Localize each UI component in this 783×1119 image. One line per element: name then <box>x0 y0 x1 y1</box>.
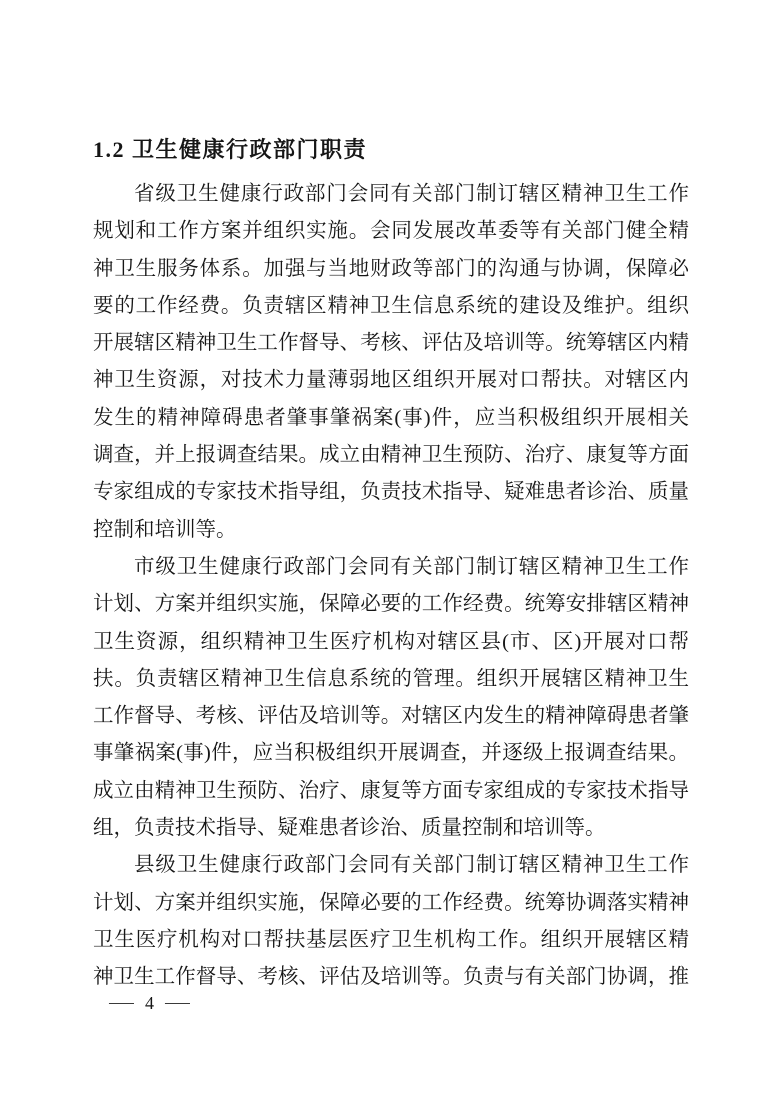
paragraph-county <box>93 847 689 996</box>
text-line: 事肇祸案(事)件，应当积极组织开展调查，并逐级上报调查结果。 <box>93 742 689 765</box>
paragraph-municipal <box>93 549 689 847</box>
text-line: 组，负责技术指导、疑难患者诊治、质量控制和培训等。 <box>93 817 606 840</box>
text-line: 卫生资源，组织精神卫生医疗机构对辖区县(市、区)开展对口帮 <box>93 630 689 653</box>
text-line: 神卫生资源，对技术力量薄弱地区组织开展对口帮扶。对辖区内 <box>93 369 689 392</box>
page-number: 4 <box>145 993 154 1013</box>
text-line: 神卫生服务体系。加强与当地财政等部门的沟通与协调，保障必 <box>93 257 689 280</box>
text-line: 省级卫生健康行政部门会同有关部门制订辖区精神卫生工作 <box>134 183 689 205</box>
text-line: 发生的精神障碍患者肇事肇祸案(事)件，应当积极组织开展相关 <box>93 406 689 429</box>
text-line: 要的工作经费。负责辖区精神卫生信息系统的建设及维护。组织 <box>93 294 689 317</box>
footer-dash-left: — <box>109 992 134 1013</box>
footer-dash-right: — <box>165 992 190 1013</box>
text-line: 县级卫生健康行政部门会同有关部门制订辖区精神卫生工作 <box>134 854 689 877</box>
paragraph-provincial <box>93 176 689 549</box>
text-line: 调查，并上报调查结果。成立由精神卫生预防、治疗、康复等方面 <box>93 444 689 467</box>
document-content <box>93 136 689 997</box>
text-line: 专家组成的专家技术指导组，负责技术指导、疑难患者诊治、质量 <box>93 481 689 504</box>
text-line: 计划、方案并组织实施，保障必要的工作经费。统筹安排辖区精神 <box>93 593 689 616</box>
page-footer <box>109 992 190 1014</box>
text-line: 计划、方案并组织实施，保障必要的工作经费。统筹协调落实精神 <box>93 891 689 914</box>
text-line: 扶。负责辖区精神卫生信息系统的管理。组织开展辖区精神卫生 <box>93 667 689 690</box>
text-line: 开展辖区精神卫生工作督导、考核、评估及培训等。统筹辖区内精 <box>93 332 689 355</box>
text-line: 规划和工作方案并组织实施。会同发展改革委等有关部门健全精 <box>93 220 689 243</box>
text-line: 神卫生工作督导、考核、评估及培训等。负责与有关部门协调，推 <box>93 966 689 989</box>
text-line: 工作督导、考核、评估及培训等。对辖区内发生的精神障碍患者肇 <box>93 705 689 728</box>
text-line: 成立由精神卫生预防、治疗、康复等方面专家组成的专家技术指导 <box>93 779 689 802</box>
section-heading: 1.2 卫生健康行政部门职责 <box>93 137 368 162</box>
text-line: 市级卫生健康行政部门会同有关部门制订辖区精神卫生工作 <box>134 555 689 578</box>
text-line: 控制和培训等。 <box>93 518 237 541</box>
text-line: 卫生医疗机构对口帮扶基层医疗卫生机构工作。组织开展辖区精 <box>93 928 689 951</box>
